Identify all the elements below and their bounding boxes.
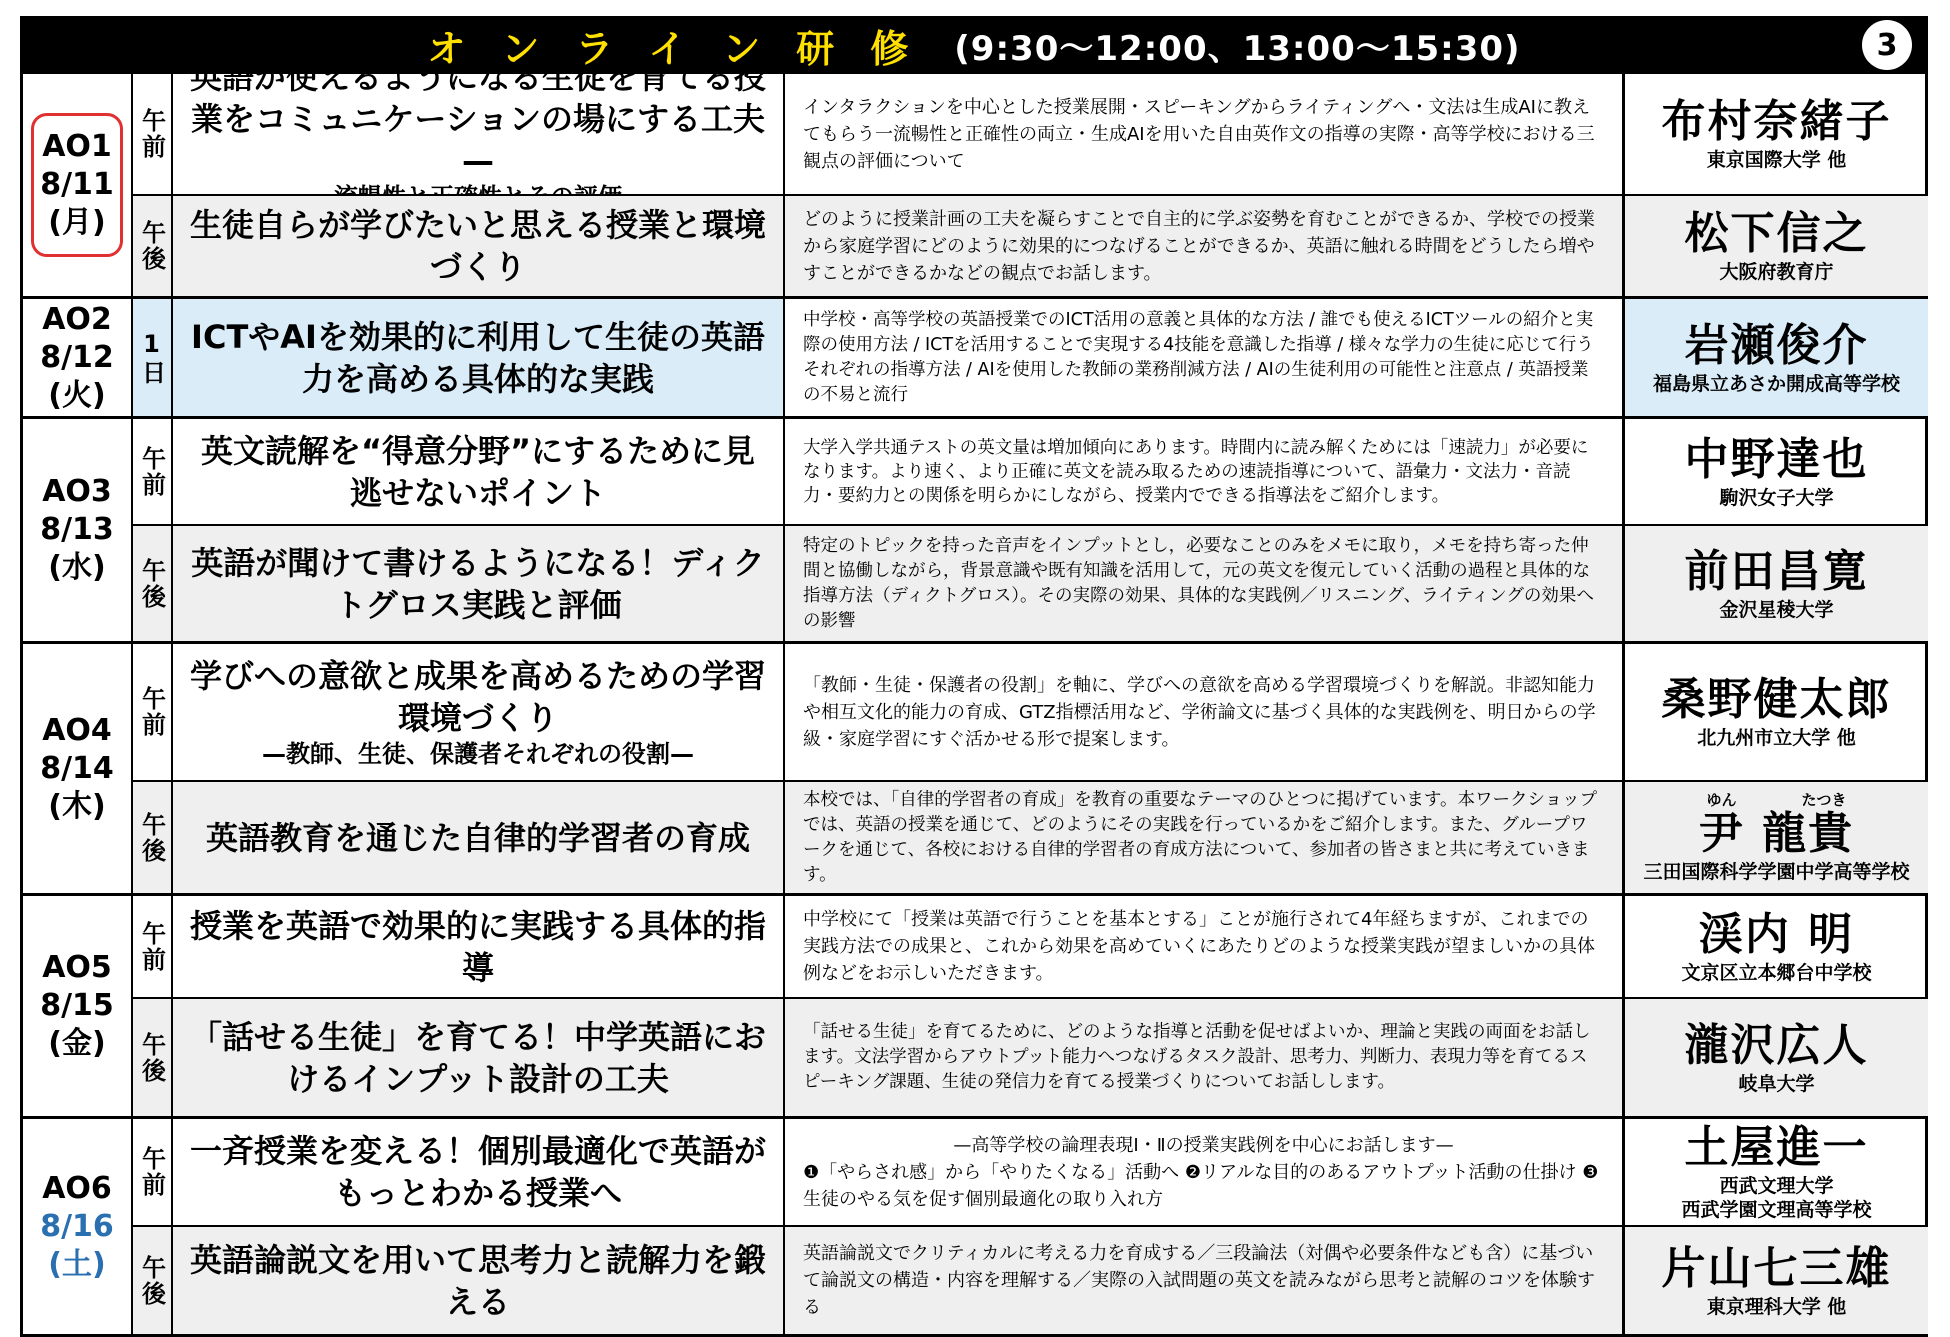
session-code: AO3 <box>42 474 112 509</box>
speaker-name: 布村奈緒子 <box>1661 96 1892 147</box>
day-cell-ao5 <box>23 896 133 1119</box>
day-cell-ao4 <box>23 644 133 896</box>
speaker-affiliation: 大阪府教育庁 <box>1719 261 1834 283</box>
title-main: 英語が使えるようになる生徒を育てる授業をコミュニケーションの場にする工夫— <box>189 58 766 180</box>
session-description <box>785 196 1625 299</box>
session-description <box>785 644 1625 782</box>
speaker-affiliation: 三田国際科学学園中学高等学校 <box>1643 860 1910 883</box>
speaker-cell <box>1625 782 1928 896</box>
speaker-cell <box>1625 419 1928 526</box>
day-cell-ao6 <box>23 1119 133 1334</box>
description-lead: —高等学校の論理表現Ⅰ・Ⅱの授業実践例を中心にお話します— <box>953 1134 1454 1156</box>
speaker-name: 片山七三雄 <box>1661 1242 1892 1294</box>
speaker-cell <box>1625 74 1928 196</box>
speaker-cell <box>1625 1119 1928 1227</box>
speaker-name: 岩瀬俊介 <box>1684 319 1869 371</box>
session-title <box>173 896 785 999</box>
description-text: 「教師・生徒・保護者の役割」を軸に、学びへの意欲を高める学習環境づくりを解説。非認知能力や相互文化的能力の育成、GTZ指標活用など、学術論文に基づく具体的な実践例を、明日からの学級・家庭学習にすぐ活かせる形で提案します。 <box>803 674 1596 750</box>
description-text: どのように授業計画の工夫を凝らすことで自主的に学ぶ姿勢を育むことができるか、学校での授業から家庭学習にどのように効果的につなげることができるか、英語に触れる時間をどうしたら増やすことができるかなどの観点でお話します。 <box>803 208 1595 284</box>
speaker-name: 瀧沢広人 <box>1684 1019 1869 1071</box>
session-weekday: (火) <box>48 377 106 413</box>
ruby-text: たつき <box>1801 790 1847 809</box>
page-number-badge: 3 <box>1862 20 1912 70</box>
speaker-affiliation: 文京区立本郷台中学校 <box>1681 961 1872 984</box>
session-description <box>785 419 1625 526</box>
speaker-affiliation: 駒沢女子大学 <box>1719 486 1834 509</box>
time-slot: 午前 <box>133 644 173 782</box>
session-date: 8/11 <box>40 167 114 202</box>
title-main: 授業を英語で効果的に実践する具体的指導 <box>189 906 766 987</box>
speaker-affiliation: 東京国際大学 他 <box>1706 149 1847 171</box>
session-code: AO2 <box>42 301 112 337</box>
session-description <box>785 999 1625 1119</box>
description-text: 大学入学共通テストの英文量は増加傾向にあります。時間内に読み解くためには「速読力」が必要になります。より速く、より正確に英文を読み取るための速読指導について、語彙力・文法力・音読力・要約力との関係を明らかにしながら、授業内でできる指導法をご紹介します。 <box>803 437 1589 506</box>
session-date: 8/12 <box>40 339 114 375</box>
speaker-cell <box>1625 644 1928 782</box>
time-slot: 午後 <box>133 1227 173 1334</box>
session-code: AO6 <box>42 1170 112 1206</box>
speaker-name: 桑野健太郎 <box>1661 674 1892 725</box>
title-main: 学びへの意欲と成果を高めるための学習環境づくり <box>189 657 766 737</box>
title-main: 生徒自らが学びたいと思える授業と環境づくり <box>189 206 766 286</box>
header-time: (9:30〜12:00、13:00〜15:30) <box>954 28 1521 69</box>
time-slot: 1日 <box>133 299 173 419</box>
title-main: ICTやAIを効果的に利用して生徒の英語力を高める具体的な実践 <box>191 317 765 398</box>
session-description <box>785 1227 1625 1334</box>
day-label-ao1 <box>31 113 123 257</box>
session-title <box>173 1119 785 1227</box>
title-main: 英語論説文を用いて思考力と読解力を鍛える <box>189 1240 766 1321</box>
session-date: 8/14 <box>40 750 114 786</box>
day-cell-ao1 <box>23 74 133 299</box>
speaker-cell <box>1625 526 1928 644</box>
title-main: 英語教育を通じた自律的学習者の育成 <box>205 818 750 857</box>
session-weekday: (月) <box>48 205 106 240</box>
speaker-cell <box>1625 299 1928 419</box>
speaker-name: 松下信之 <box>1684 208 1869 259</box>
session-weekday: (水) <box>48 550 106 585</box>
speaker-cell <box>1625 1227 1928 1334</box>
session-title <box>173 782 785 896</box>
speaker-name: 前田昌寛 <box>1684 545 1869 597</box>
session-title <box>173 526 785 644</box>
session-code: AO5 <box>42 950 112 985</box>
session-title <box>173 58 785 196</box>
speaker-affiliation: 岐阜大学 <box>1738 1072 1815 1095</box>
speaker-ruby <box>1677 792 1877 808</box>
session-weekday: (金) <box>48 1026 106 1061</box>
session-title <box>173 1227 785 1334</box>
speaker-affiliation: 福島県立あさか開成高等学校 <box>1652 372 1900 395</box>
speaker-name: 渓内 明 <box>1698 908 1855 960</box>
speaker-cell <box>1625 999 1928 1119</box>
session-title <box>173 419 785 526</box>
session-description <box>785 526 1625 644</box>
time-slot: 午後 <box>133 196 173 299</box>
day-label-ao3 <box>40 473 114 587</box>
session-code: AO4 <box>42 712 112 748</box>
session-title <box>173 299 785 419</box>
session-description <box>785 299 1625 419</box>
day-label-ao6 <box>40 1170 114 1284</box>
speaker-name: 中野達也 <box>1684 433 1869 485</box>
speaker-affiliation: 西武学園文理高等学校 <box>1681 1199 1872 1221</box>
title-main: 英語が聞けて書けるようになる！ディクトグロス実践と評価 <box>191 543 765 624</box>
session-date: 8/16 <box>40 1208 114 1244</box>
time-slot: 午前 <box>133 1119 173 1227</box>
session-title <box>173 196 785 299</box>
description-text: 「話せる生徒」を育てるために、どのような指導と活動を促せばよいか、理論と実践の両面をお話します。文法学習からアウトプット能力へつなげるタスク設計、思考力、判断力、表現力等を育てるスピーキング課題、生徒の発信力を育てる授業づくりについてお話しします。 <box>803 1022 1591 1092</box>
ruby-text: ゆん <box>1706 790 1737 809</box>
description-text: 特定のトピックを持った音声をインプットとし，必要なことのみをメモに取り，メモを持ち寄った仲間と協働しながら，背景意識や既有知識を活用して，元の英文を復元していく活動の過程と具体的な指導方法（ディクトグロス）。その実際の効果、具体的な実践例／リスニング、ライティングの効果への影響 <box>803 535 1594 631</box>
time-slot: 午後 <box>133 526 173 644</box>
speaker-name: 尹 龍貴 <box>1698 807 1855 859</box>
description-text: インタラクションを中心とした授業展開・スピーキングからライティングへ・文法は生成AIに教えてもらう一流暢性と正確性の両立・生成AIを用いた自由英作文の指導の実際・高等学校における三観点の評価について <box>803 96 1595 172</box>
time-slot: 午前 <box>133 896 173 999</box>
description-text: 中学校にて「授業は英語で行うことを基本とする」ことが施行されて4年経ちますが、これまでの実践方法での成果と、これから効果を高めていくにあたりどのような授業実践が望ましいかの具体例などをお示しいただきます。 <box>803 909 1595 984</box>
day-label-ao2 <box>40 301 114 415</box>
header-title: オンライン研修 <box>427 26 945 71</box>
day-label-ao4 <box>40 712 114 826</box>
time-slot: 午後 <box>133 999 173 1119</box>
time-slot: 午前 <box>133 74 173 196</box>
session-description <box>785 1119 1625 1227</box>
title-main: 英文読解を“得意分野”にするために見逃せないポイント <box>200 431 756 512</box>
session-title <box>173 644 785 782</box>
day-label-ao5 <box>40 949 114 1063</box>
title-main: 一斉授業を変える！個別最適化で英語がもっとわかる授業へ <box>189 1132 766 1212</box>
session-weekday: (土) <box>48 1246 106 1282</box>
speaker-affiliation: 西武文理大学 <box>1719 1175 1834 1197</box>
session-title <box>173 999 785 1119</box>
session-date: 8/15 <box>40 988 114 1023</box>
title-main: 「話せる生徒」を育てる！中学英語におけるインプット設計の工夫 <box>189 1017 766 1098</box>
time-slot: 午後 <box>133 782 173 896</box>
description-text: 本校では、「自律的学習者の育成」を教育の重要なテーマのひとつに掲げています。本ワークショップでは、英語の授業を通じて、どのようにその実践を行っているかをご紹介します。また、グループワークを通じて、各校における自律的学習者の育成方法について、参加者の皆さまと共に考えていきます。 <box>803 789 1598 885</box>
day-cell-ao2 <box>23 299 133 419</box>
session-code: AO1 <box>42 129 112 164</box>
speaker-cell <box>1625 196 1928 299</box>
time-slot: 午前 <box>133 419 173 526</box>
speaker-affiliation: 北九州市立大学 他 <box>1697 727 1856 749</box>
speaker-affiliation: 東京理科大学 他 <box>1706 1295 1847 1318</box>
speaker-affiliation: 金沢星稜大学 <box>1719 598 1834 621</box>
description-text: 中学校・高等学校の英語授業でのICT活用の意義と具体的な方法 / 誰でも使えるICTツールの紹介と実際の使用方法 / ICTを活用することで実現する4技能を意識した指導 / 様々な学力の生徒に応じて行うそれぞれの指導方法 / AIを使用した教師の業務削減方法 / AIの生徒利用の可能性と注意点 / 英語授業の不易と流行 <box>803 309 1594 405</box>
session-weekday: (木) <box>48 788 106 824</box>
speaker-name: 土屋進一 <box>1684 1122 1869 1173</box>
schedule-table <box>20 58 1928 1337</box>
title-sub: —教師、生徒、保護者それぞれの役割— <box>262 740 694 768</box>
description-text: 英語論説文でクリティカルに考える力を育成する／三段論法（対偶や必要条件なども含）に基づいて論説文の構造・内容を理解する／実際の入試問題の英文を読みながら思考と読解のコツを体験する <box>803 1243 1595 1318</box>
day-cell-ao3 <box>23 419 133 644</box>
description-text: ❶「やらされ感」から「やりたくなる」活動へ ❷リアルな目的のあるアウトプット活動の仕掛け ❸生徒のやる気を促す個別最適化の取り入れ方 <box>803 1161 1599 1210</box>
session-date: 8/13 <box>40 512 114 547</box>
session-description <box>785 74 1625 196</box>
speaker-cell <box>1625 896 1928 999</box>
session-description <box>785 896 1625 999</box>
session-description <box>785 782 1625 896</box>
